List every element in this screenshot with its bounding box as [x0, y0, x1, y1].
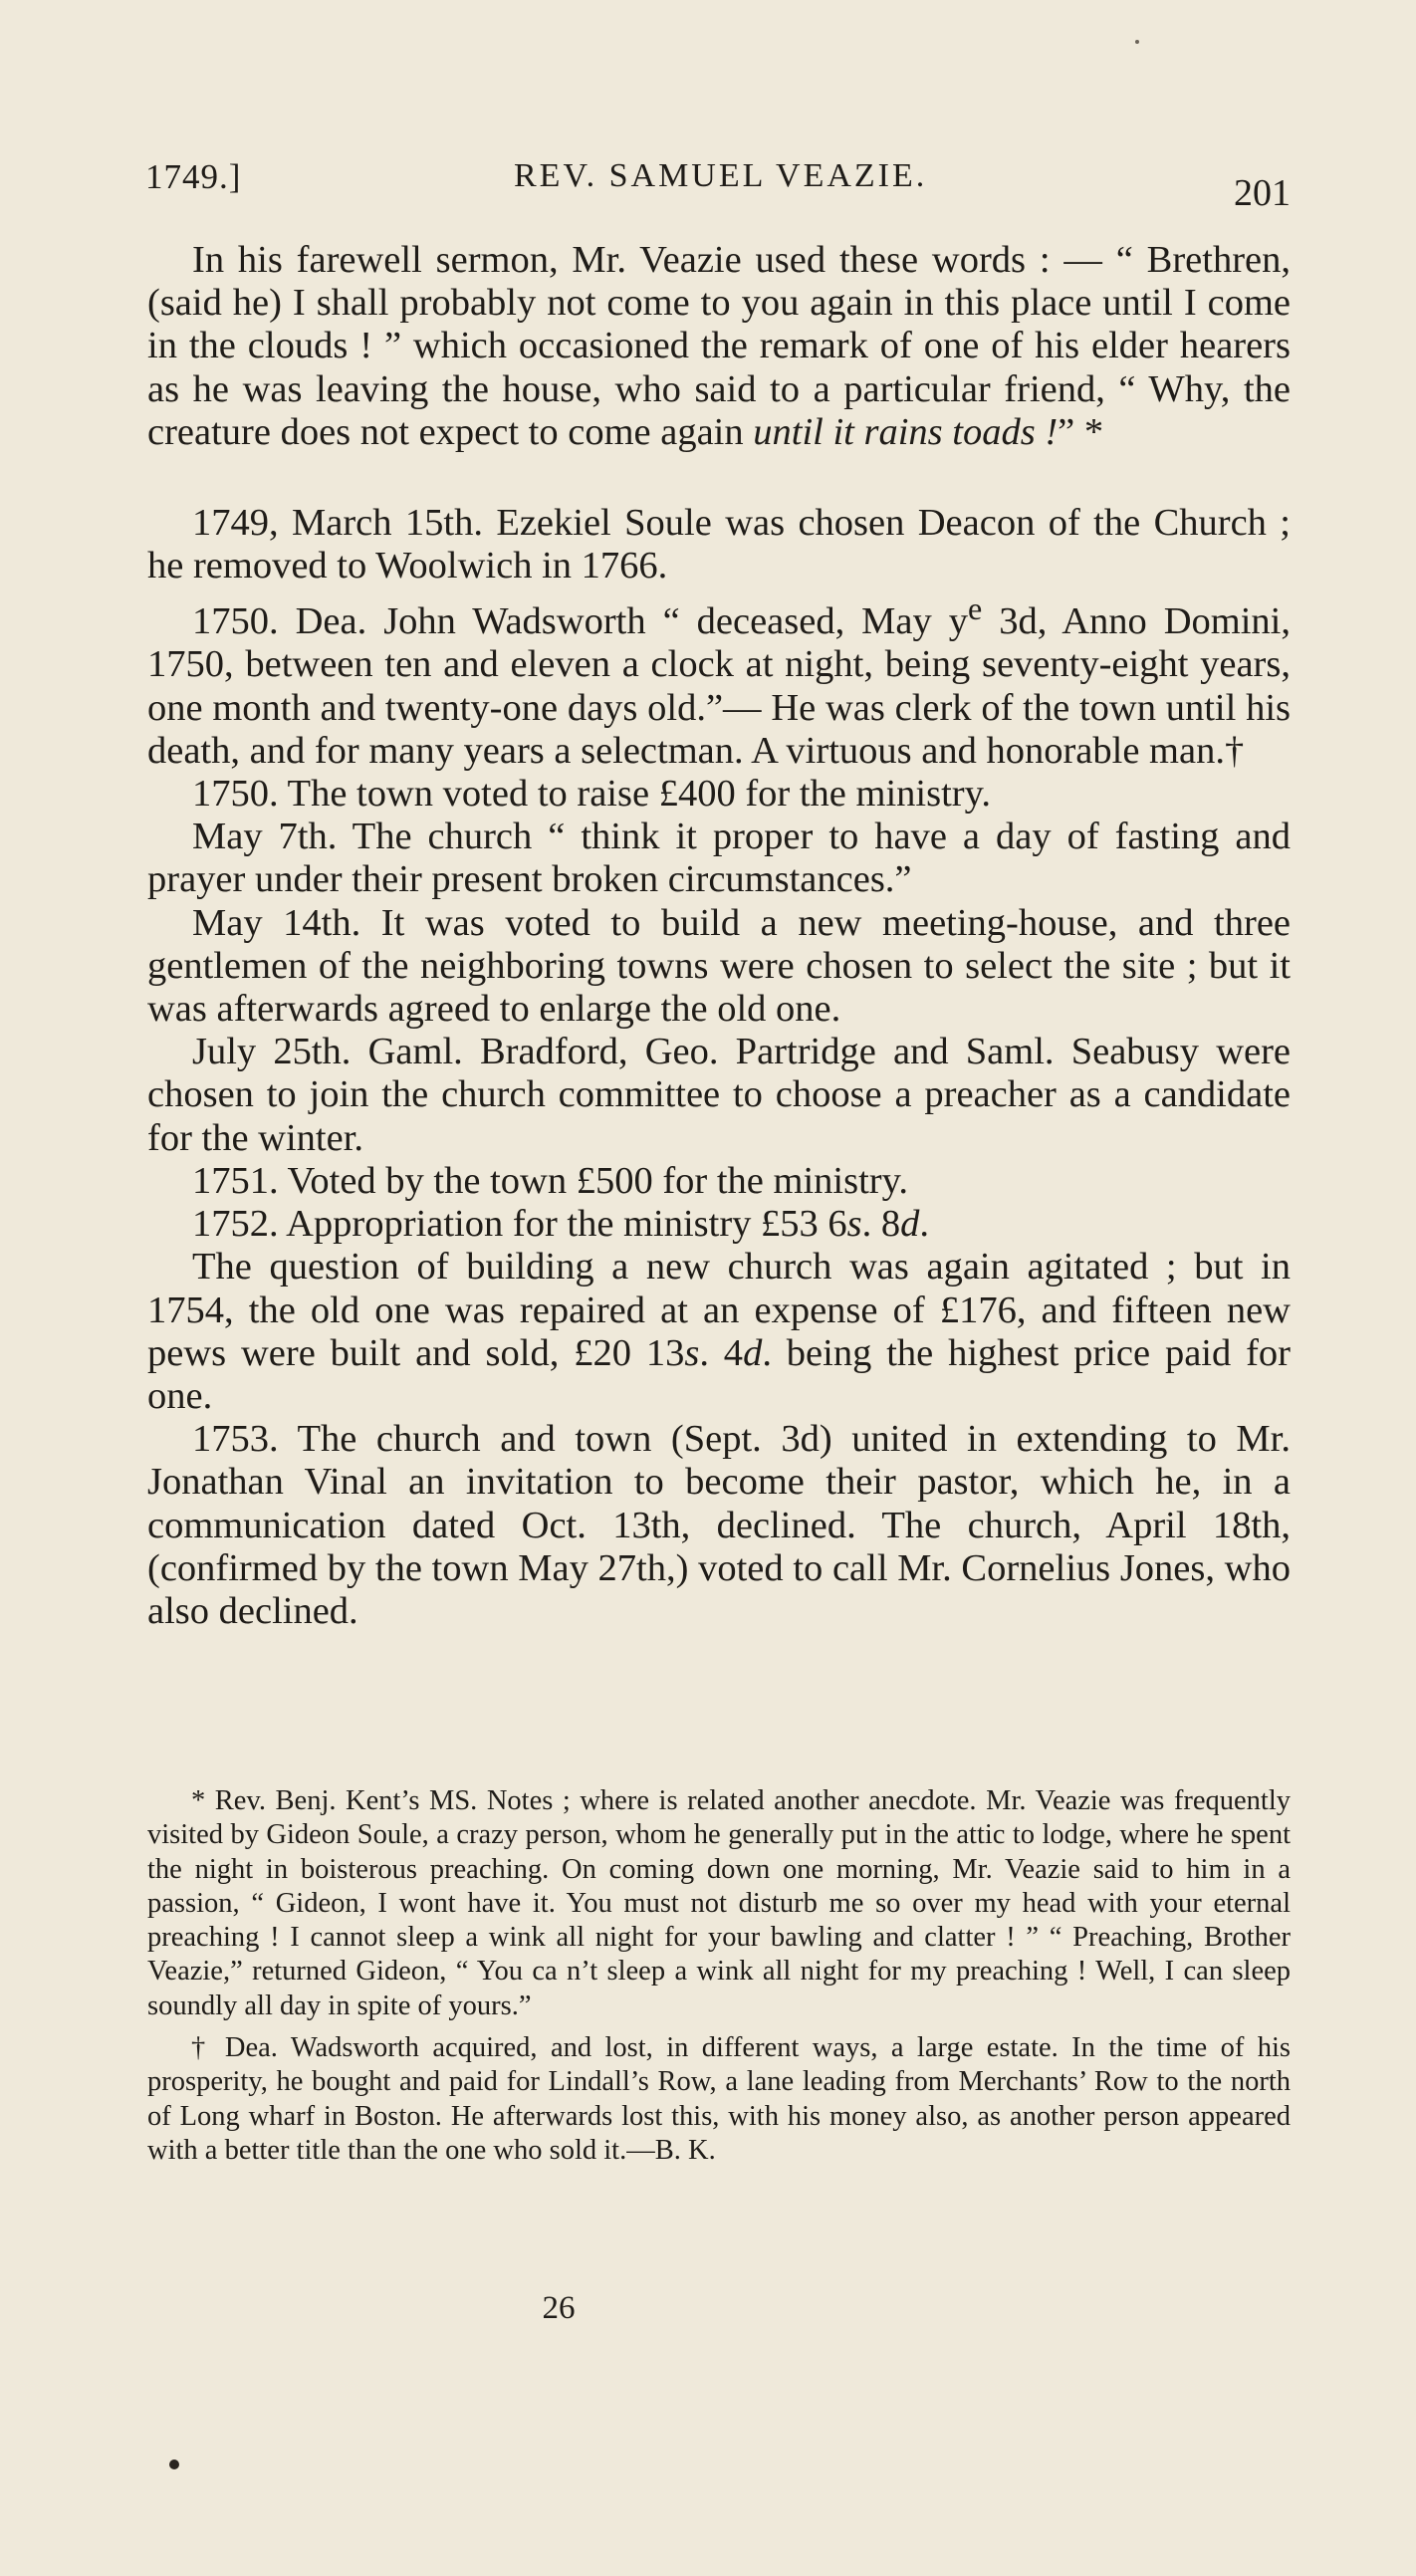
- farewell-italic: until it rains toads !: [753, 410, 1059, 453]
- signature-number: 26: [542, 2290, 576, 2326]
- header-title: REV. SAMUEL VEAZIE.: [514, 157, 928, 194]
- paragraph-1753: 1753. The church and town (Sept. 3d) united in extending to Mr. Jonathan Vinal an invitation to become their pastor, which he, in a communication dated Oct. 13th, declined. The church, April 18th, (confirmed by the town May 27th,) voted to call Mr. Cornelius Jones, who also declined.: [147, 1418, 1291, 1632]
- p1752-s: s: [846, 1203, 862, 1246]
- p1752-mid: . 8: [861, 1203, 901, 1246]
- signature-mark: [0, 2290, 1416, 2327]
- footnote-dagger: † Dea. Wadsworth acquired, and lost, in different ways, a large estate. In the time of his prosperity, he bought and paid for Lindall’s Row, a lane leading from Merchants’ Row to the north of Long wharf in Boston. He afterwards lost this, with his money also, as another person appeared with a better title than the one who sold it.—B. K.: [147, 2032, 1291, 2166]
- main-text: [147, 239, 1291, 1633]
- paragraph-farewell-sermon: [147, 239, 1291, 454]
- p1752-d: d: [900, 1203, 920, 1246]
- page-number: 201: [1234, 172, 1291, 214]
- header-year: 1749.]: [145, 157, 242, 196]
- ink-dot: [169, 2459, 179, 2469]
- paragraph-1752: [147, 1203, 1291, 1246]
- p1752-end: .: [919, 1203, 929, 1246]
- footnotes: [147, 1784, 1291, 2168]
- footnote-star: * Rev. Benj. Kent’s MS. Notes ; where is related another anecdote. Mr. Veazie was frequently visited by Gideon Soule, a crazy person, whom he generally put in the attic to lodge, where he spent the night in boisterous preaching. On coming down one morning, Mr. Veazie said to him in a passion, “ Gideon, I wont have it. You must not disturb me so over my head with your eternal preaching ! I cannot sleep a wink all night for your bawling and clatter ! ” “ Preaching, Brother Veazie,” returned Gideon, “ You ca n’t sleep a wink all night for my preaching ! Well, I can sleep soundly all day in spite of yours.”: [147, 1785, 1291, 2021]
- church-rest: . being the highest price paid for one.: [147, 1331, 1292, 1417]
- church-text: The question of building a new church was again agitated ; but in 1754, the old one was repaired at an expense of £176, and fifteen new pews were built and sold, £20 13: [147, 1246, 1291, 1374]
- paragraph-1749: 1749, March 15th. Ezekiel Soule was chosen Deacon of the Church ; he removed to Woolwich in 1766.: [147, 502, 1291, 587]
- church-d: d: [743, 1331, 763, 1374]
- p1752-text: 1752. Appropriation for the ministry £53 6: [192, 1203, 847, 1246]
- paragraph-may-14: May 14th. It was voted to build a new meeting-house, and three gentlemen of the neighboring towns were chosen to select the site ; but it was afterwards agreed to enlarge the old one.: [147, 901, 1291, 1031]
- church-mid: . 4: [699, 1331, 744, 1374]
- farewell-text: In his farewell sermon, Mr. Veazie used these words : — “ Brethren, (said he) I shall probably not come to you again in this place until I come in the clouds ! ” which occasioned the remark of one of his elder hearers as he was leaving the house, who said to a particular friend, “ Why, the creature does not expect to come again: [147, 239, 1291, 453]
- paragraph-1751: 1751. Voted by the town £500 for the ministry.: [192, 1159, 908, 1202]
- paragraph-1750-wadsworth: [147, 587, 1291, 773]
- church-s: s: [684, 1331, 700, 1374]
- farewell-end: ” *: [1058, 410, 1104, 453]
- paragraph-new-church: [147, 1246, 1291, 1418]
- paragraph-may-7: May 7th. The church “ think it proper to have a day of fasting and prayer under their present broken circumstances.”: [147, 816, 1291, 901]
- paragraph-july-25: July 25th. Gaml. Bradford, Geo. Partridge and Saml. Seabusy were chosen to join the church committee to choose a preacher as a candidate for the winter.: [147, 1031, 1291, 1159]
- running-header: [145, 157, 1291, 217]
- wadsworth-rest: 3d, Anno Domini, 1750, between ten and eleven a clock at night, being seventy-eight years, one month and twenty-one days old.”— He was clerk of the town until his death, and for many years a selectman. A virtuous and honorable man.†: [147, 600, 1291, 772]
- wadsworth-sup: e: [967, 590, 983, 627]
- wadsworth-text: 1750. Dea. John Wadsworth “ deceased, May y: [192, 600, 968, 643]
- paper-speck: [1135, 40, 1139, 44]
- paragraph-1750-ministry: 1750. The town voted to raise £400 for the ministry.: [192, 773, 991, 816]
